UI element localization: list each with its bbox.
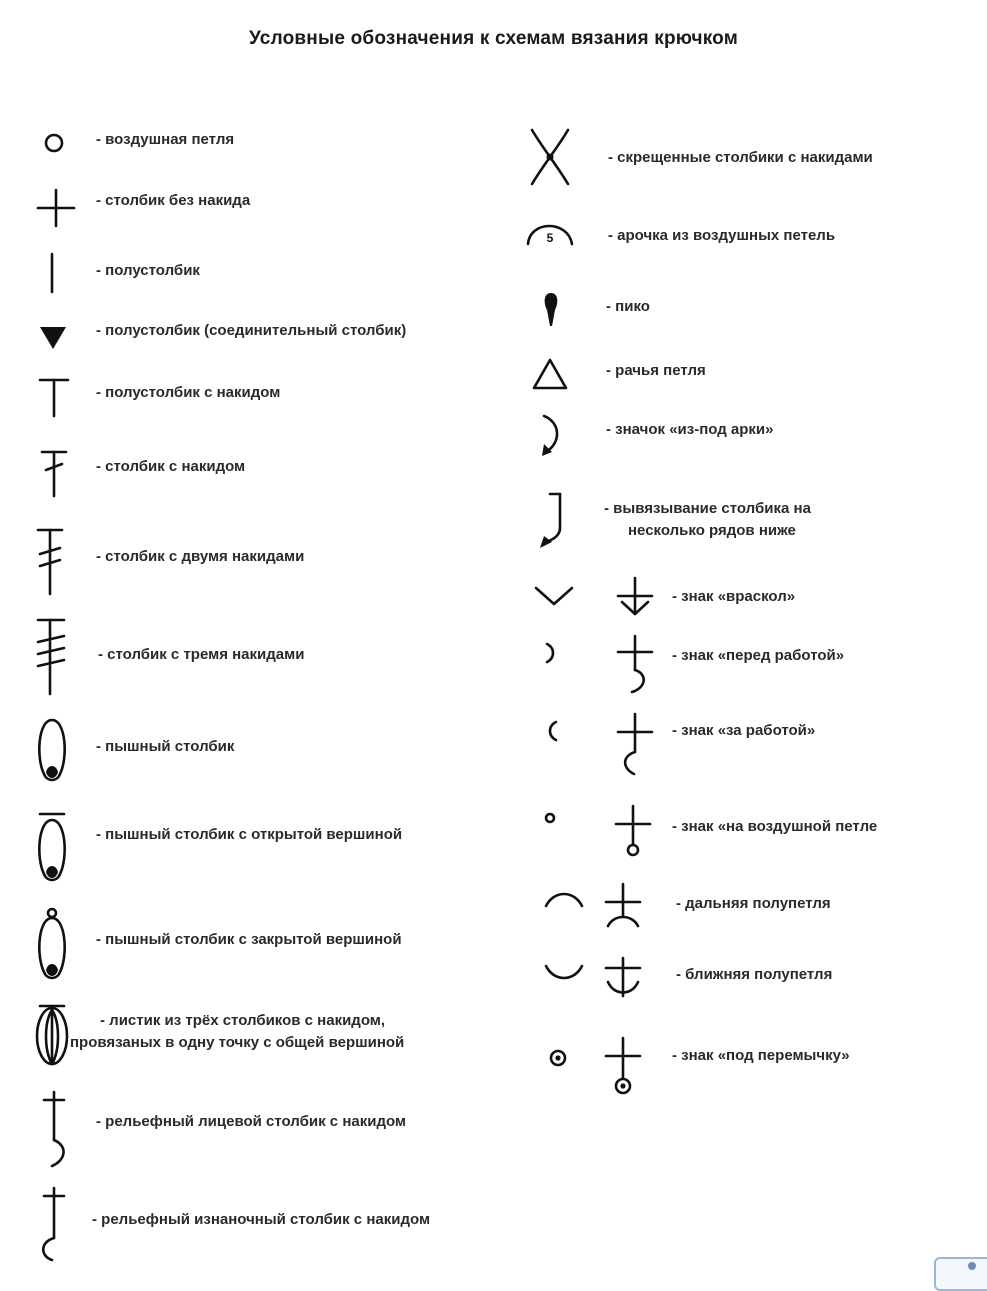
behind-icon	[612, 710, 658, 778]
legend-label-double-treble-crochet: - столбик с тремя накидами	[98, 646, 305, 663]
double-crochet-icon	[34, 444, 74, 500]
legend-label-single-crochet: - столбик без накида	[96, 192, 251, 209]
crossed-stitches-icon	[524, 124, 576, 190]
double-treble-crochet-icon	[30, 614, 72, 698]
split-icon	[612, 574, 658, 620]
slip-stitch-icon	[36, 322, 70, 352]
legend-label-double-crochet: - столбик с накидом	[96, 458, 246, 475]
crab-stitch-icon	[530, 356, 570, 392]
legend-label-crossed-stitches: - скрещенные столбики с накидами	[608, 149, 873, 166]
split-v-icon	[530, 580, 578, 610]
behind-arc-icon	[540, 716, 566, 746]
legend-label-in-front: - знак «перед работой»	[672, 647, 845, 664]
chain-arch-count: 5	[546, 231, 554, 245]
page-title: Условные обозначения к схемам вязания крючком	[248, 28, 738, 49]
back-loop-icon	[600, 880, 648, 934]
leaf-label-line1: - листик из трёх столбиков с накидом,	[100, 1012, 386, 1029]
half-stitch-icon	[40, 250, 64, 296]
corner-widget[interactable]	[934, 1257, 987, 1291]
legend-label-half-double-crochet: - полустолбик с накидом	[96, 384, 281, 401]
legend-label-chain-stitch: - воздушная петля	[96, 131, 235, 148]
legend-label-treble-crochet: - столбик с двумя накидами	[96, 548, 305, 565]
back-loop-arc-icon	[540, 884, 588, 914]
legend-label-back-post: - рельефный изнаночный столбик с накидом	[92, 1211, 431, 1228]
spike-label-line1: - вывязывание столбика на	[604, 500, 811, 517]
legend-label-under-bar: - знак «под перемычку»	[672, 1047, 850, 1064]
spike-label-line2: несколько рядов ниже	[628, 522, 796, 539]
legend-label-on-chain: - знак «на воздушной петле	[672, 818, 878, 835]
under-bar-dot-icon	[544, 1044, 572, 1072]
front-loop-arc-icon	[540, 958, 588, 988]
legend-label-back-loop: - дальняя полупетля	[676, 895, 831, 912]
treble-crochet-icon	[30, 524, 70, 598]
legend-label-under-arch: - значок «из-под арки»	[606, 421, 774, 438]
picot-icon	[536, 290, 566, 330]
puff-stitch-icon	[32, 712, 72, 788]
chain-stitch-icon	[34, 126, 74, 160]
puff-stitch-closed-top-icon	[32, 904, 72, 984]
under-arch-icon	[534, 412, 568, 458]
chain-arch-icon	[522, 216, 578, 250]
legend-label-leaf-stitch	[70, 1010, 404, 1054]
puff-stitch-open-top-icon	[32, 808, 72, 888]
on-chain-dot-icon	[538, 806, 562, 830]
under-bar-icon	[600, 1034, 648, 1100]
legend-label-crab-stitch: - рачья петля	[606, 362, 706, 379]
in-front-arc-icon	[538, 638, 564, 668]
leaf-stitch-icon	[32, 1000, 72, 1070]
single-crochet-icon	[34, 186, 78, 230]
in-front-icon	[612, 632, 658, 696]
legend-label-puff-stitch-closed-top: - пышный столбик с закрытой вершиной	[96, 931, 402, 948]
legend-label-picot: - пико	[606, 298, 650, 315]
front-post-double-crochet-icon	[34, 1090, 74, 1174]
legend-label-puff-stitch: - пышный столбик	[96, 738, 235, 755]
half-double-crochet-icon	[34, 372, 74, 420]
legend-label-slip-stitch: - полустолбик (соединительный столбик)	[96, 322, 407, 339]
front-loop-icon	[600, 954, 648, 1004]
legend-label-spike-stitch	[604, 498, 811, 542]
legend-label-front-loop: - ближняя полупетля	[676, 966, 833, 983]
corner-widget-icon	[968, 1262, 976, 1270]
legend-label-split: - знак «враскол»	[672, 588, 796, 605]
legend-label-front-post: - рельефный лицевой столбик с накидом	[96, 1113, 407, 1130]
legend-label-puff-stitch-open-top: - пышный столбик с открытой вершиной	[96, 826, 403, 843]
spike-stitch-icon	[534, 488, 574, 554]
legend-label-half-stitch: - полустолбик	[96, 262, 200, 279]
leaf-label-line2: провязаных в одну точку с общей вершиной	[70, 1034, 405, 1051]
back-post-double-crochet-icon	[34, 1186, 74, 1266]
on-chain-icon	[610, 802, 656, 862]
legend-label-behind: - знак «за работой»	[672, 722, 816, 739]
legend-label-chain-arch: - арочка из воздушных петель	[608, 227, 836, 244]
